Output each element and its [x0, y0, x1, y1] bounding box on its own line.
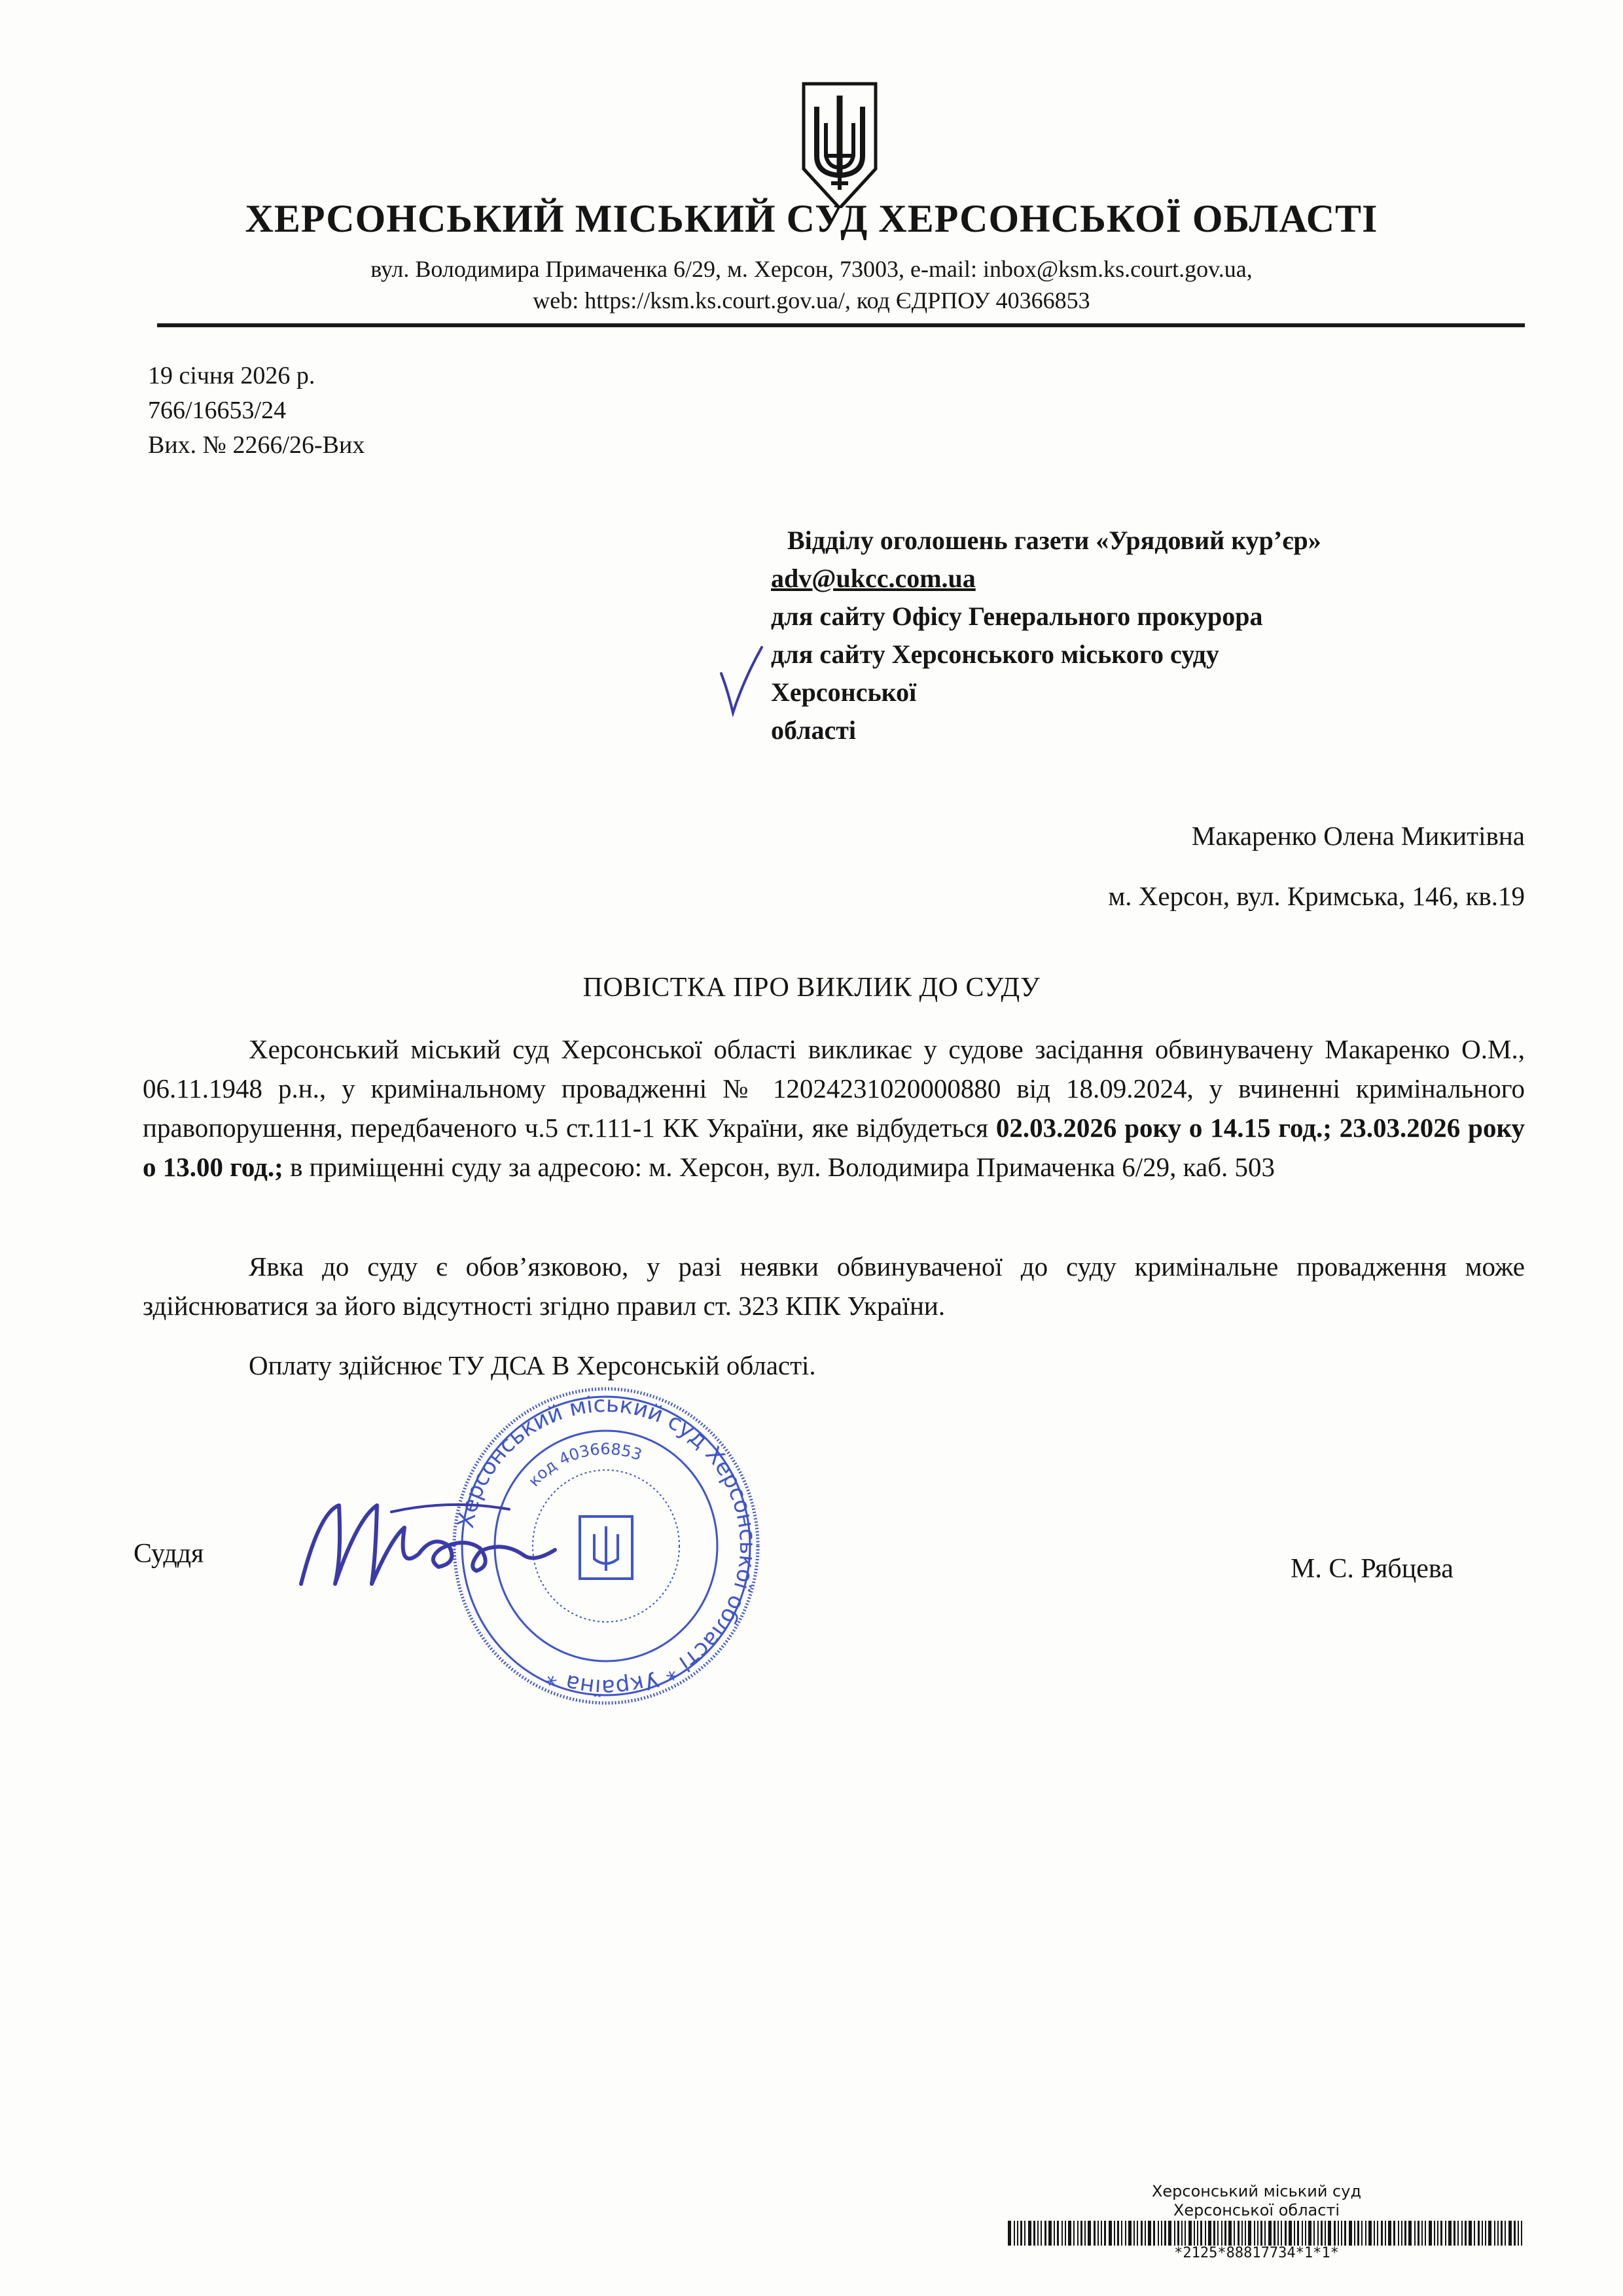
barcode-bar	[1168, 2221, 1171, 2246]
case-number: 766/16653/24	[148, 397, 287, 424]
barcode-bar	[1068, 2221, 1071, 2246]
barcode-bar	[1117, 2221, 1119, 2246]
barcode-bar	[1228, 2221, 1232, 2246]
barcode-bar	[1448, 2221, 1452, 2246]
header-divider	[157, 323, 1525, 327]
trident-emblem-icon	[797, 77, 882, 208]
barcode-bar	[1205, 2221, 1206, 2246]
barcode-bar	[1485, 2221, 1486, 2246]
barcode-bar	[1137, 2221, 1138, 2246]
barcode-bar	[1264, 2221, 1266, 2246]
barcode-bar	[1357, 2221, 1359, 2246]
barcode-bar	[1174, 2221, 1175, 2246]
barcode-bar	[1048, 2221, 1052, 2246]
barcode-bar	[1325, 2221, 1326, 2246]
barcode-bar	[1037, 2221, 1039, 2246]
barcode-bar	[1197, 2221, 1198, 2246]
barcode-bar	[1281, 2221, 1282, 2246]
barcode-bar	[1181, 2221, 1183, 2246]
barcode-bar	[1421, 2221, 1423, 2246]
barcode-bar	[1313, 2221, 1315, 2246]
barcode-bar	[1338, 2221, 1339, 2246]
barcode-bar	[1054, 2221, 1055, 2246]
barcode-bar	[1344, 2221, 1346, 2246]
barcode-bar	[1418, 2221, 1419, 2246]
barcode-bar	[1425, 2221, 1426, 2246]
barcode-bar	[1268, 2221, 1272, 2246]
barcode-bar	[1161, 2221, 1162, 2246]
document-date: 19 січня 2026 р.	[148, 362, 315, 389]
barcode-bar	[1133, 2221, 1135, 2246]
addressee-name: Макаренко Олена Микитівна	[1191, 821, 1525, 851]
document-title: ПОВІСТКА ПРО ВИКЛИК ДО СУДУ	[582, 973, 1041, 1003]
barcode-bar	[1033, 2221, 1035, 2246]
addressee-address: м. Херсон, вул. Кримська, 146, кв.19	[1108, 881, 1525, 911]
stamp-outer-text: Херсонський міський суд Херсонської області * Україна *	[452, 1391, 761, 1701]
barcode-bar	[1361, 2221, 1363, 2246]
barcode-bar	[1414, 2221, 1416, 2246]
barcode-bar	[1328, 2221, 1331, 2246]
barcode-bar	[1041, 2221, 1042, 2246]
court-address-line1: вул. Володимира Примаченка 6/29, м. Херсон, 73003, e-mail: inbox@ksm.ks.court.gov.ua,	[370, 256, 1253, 282]
barcode-bar	[1440, 2221, 1442, 2246]
barcode-bar	[1097, 2221, 1099, 2246]
barcode-bar	[1114, 2221, 1115, 2246]
barcode-bar	[1385, 2221, 1386, 2246]
barcode-bar	[1260, 2221, 1262, 2246]
footer-court-name: Херсонський міський суд	[1151, 2182, 1362, 2200]
barcode-bar	[1429, 2221, 1432, 2246]
handwritten-check-icon	[719, 645, 764, 717]
barcode-bar	[1245, 2221, 1246, 2246]
barcode-bar	[1457, 2221, 1459, 2246]
barcode-bar	[1294, 2221, 1295, 2246]
barcode-bar	[1094, 2221, 1096, 2246]
recipient-line3: для сайту Офісу Генерального прокурора	[771, 601, 1263, 631]
barcode-bar	[1028, 2221, 1031, 2246]
barcode-bar	[1141, 2221, 1143, 2246]
barcode-bar	[1488, 2221, 1491, 2246]
barcode-bar	[1200, 2221, 1202, 2246]
barcode-bar	[1061, 2221, 1063, 2246]
barcode-bar	[1104, 2221, 1106, 2246]
barcode-bar	[1080, 2221, 1082, 2246]
stamp-code: код 40366853	[524, 1439, 645, 1490]
barcode-bar	[1401, 2221, 1402, 2246]
barcode-bar	[1521, 2221, 1522, 2246]
barcode-bar	[1020, 2221, 1022, 2246]
barcode-bar	[1465, 2221, 1467, 2246]
barcode-bar	[1238, 2221, 1240, 2246]
recipient-line6: області	[771, 715, 856, 745]
barcode-bar	[1177, 2221, 1179, 2246]
barcode-bar	[1158, 2221, 1159, 2246]
barcode-bar	[1398, 2221, 1399, 2246]
barcode-bar	[1497, 2221, 1499, 2246]
barcode-bar	[1065, 2221, 1066, 2246]
barcode-bar	[1393, 2221, 1395, 2246]
barcode-bar	[1388, 2221, 1391, 2246]
barcode-bar	[1241, 2221, 1243, 2246]
barcode-bar	[1461, 2221, 1463, 2246]
judge-name: М. С. Рябцева	[1291, 1554, 1454, 1584]
barcode-bar	[1404, 2221, 1406, 2246]
barcode-bar	[1317, 2221, 1319, 2246]
barcode-bar	[1254, 2221, 1255, 2246]
barcode-bar	[1354, 2221, 1355, 2246]
barcode-bar	[1305, 2221, 1306, 2246]
barcode-bar	[1377, 2221, 1378, 2246]
judge-label: Суддя	[134, 1539, 204, 1569]
barcode-bar	[1505, 2221, 1506, 2246]
barcode-bar	[1017, 2221, 1018, 2246]
barcode-bar	[1073, 2221, 1075, 2246]
barcode-bar	[1044, 2221, 1046, 2246]
barcode-bar	[1334, 2221, 1336, 2246]
barcode-bar	[1321, 2221, 1323, 2246]
barcode-bar	[1148, 2221, 1151, 2246]
barcode-bar	[1221, 2221, 1222, 2246]
footer-region: Херсонської області	[1173, 2201, 1340, 2219]
barcode-bar	[1153, 2221, 1155, 2246]
barcode-bar	[1381, 2221, 1383, 2246]
outgoing-number: Вих. № 2266/26-Вих	[148, 431, 365, 459]
barcode-bar	[1289, 2221, 1292, 2246]
recipient-line4: для сайту Херсонського міського суду	[771, 639, 1219, 669]
barcode-bar	[1274, 2221, 1275, 2246]
barcode-bar	[1365, 2221, 1366, 2246]
barcode-bar	[1308, 2221, 1311, 2246]
barcode-bar	[1494, 2221, 1495, 2246]
barcode-bar	[1482, 2221, 1483, 2246]
barcode-bar	[1194, 2221, 1195, 2246]
barcode-bar	[1434, 2221, 1435, 2246]
barcode-bar	[1125, 2221, 1126, 2246]
barcode-bar	[1109, 2221, 1112, 2246]
barcode-bar	[1285, 2221, 1287, 2246]
barcode-bar	[1077, 2221, 1079, 2246]
barcode-bar	[1208, 2221, 1211, 2246]
barcode-bar	[1257, 2221, 1258, 2246]
barcode-bar	[1341, 2221, 1342, 2246]
document-barcode	[1008, 2221, 1525, 2246]
barcode-bar	[1302, 2221, 1303, 2246]
barcode-bar	[1024, 2221, 1026, 2246]
barcode-bar	[1518, 2221, 1519, 2246]
barcode-bar	[1501, 2221, 1503, 2246]
summons-paragraph	[143, 1030, 1525, 1187]
attendance-paragraph	[143, 1247, 1525, 1325]
barcode-bar	[1234, 2221, 1235, 2246]
court-name: ХЕРСОНСЬКИЙ МІСЬКИЙ СУД ХЕРСОНСЬКОЇ ОБЛАСТІ	[245, 197, 1378, 240]
barcode-bar	[1445, 2221, 1446, 2246]
barcode-bar	[1224, 2221, 1226, 2246]
barcode-bar	[1248, 2221, 1251, 2246]
recipient-email[interactable]: adv@ukcc.com.ua	[771, 564, 976, 593]
barcode-bar	[1508, 2221, 1512, 2246]
barcode-bar	[1188, 2221, 1192, 2246]
barcode-bar	[1164, 2221, 1166, 2246]
hearing-dates: 02.03.2026 року о 14.15 год.; 23.03.2026 року о 13.00 год.;	[143, 1113, 1525, 1182]
recipient-line1: Відділу оголошень газети «Урядовий кур’єр»	[787, 526, 1321, 555]
payment-text: Оплату здійснює ТУ ДСА В Херсонській області.	[249, 1350, 816, 1380]
barcode-bar	[1084, 2221, 1086, 2246]
barcode-bar	[1349, 2221, 1352, 2246]
judge-signature	[293, 1486, 575, 1604]
barcode-bar	[1128, 2221, 1132, 2246]
barcode-bar	[1469, 2221, 1472, 2246]
barcode-bar	[1437, 2221, 1438, 2246]
payment-paragraph	[143, 1346, 1525, 1385]
barcode-bar	[1514, 2221, 1516, 2246]
barcode-bar	[1014, 2221, 1015, 2246]
barcode-bar	[1185, 2221, 1186, 2246]
summons-text-end: в приміщенні суду за адресою: м. Херсон, вул. Володимира Примаченка 6/29, каб. 503	[283, 1152, 1275, 1182]
summons-text-start: Херсонський міський суд Херсонської області викликає у судове засідання обвинувачену Макаренко О.М., 06.11.1948 р.н., у кримінальному провадженні № 12024231020000880 від 18.09.2024, у вчиненні кримінального правопорушення, передбаченого ч.5 ст.111-1 КК України, яке відбудеться	[143, 1034, 1525, 1143]
recipient-line5: Херсонської	[771, 677, 917, 707]
court-address-line2: web: https://ksm.ks.court.gov.ua/, код ЄДРПОУ 40366853	[533, 287, 1090, 314]
barcode-text: *2125*88817734*1*1*	[1174, 2245, 1339, 2261]
barcode-bar	[1454, 2221, 1455, 2246]
barcode-bar	[1145, 2221, 1146, 2246]
barcode-bar	[1474, 2221, 1475, 2246]
barcode-bar	[1121, 2221, 1122, 2246]
barcode-bar	[1008, 2221, 1011, 2246]
barcode-bar	[1277, 2221, 1279, 2246]
attendance-text: Явка до суду є обов’язковою, у разі неявки обвинуваченої до суду кримінальне провадження може здійснюватися за його відсутності згідно правил ст. 323 КПК України.	[143, 1251, 1525, 1321]
barcode-bar	[1101, 2221, 1102, 2246]
barcode-bar	[1213, 2221, 1215, 2246]
barcode-bar	[1374, 2221, 1375, 2246]
barcode-bar	[1088, 2221, 1091, 2246]
barcode-bar	[1478, 2221, 1480, 2246]
barcode-bar	[1408, 2221, 1412, 2246]
barcode-bar	[1217, 2221, 1219, 2246]
barcode-bar	[1297, 2221, 1299, 2246]
barcode-bar	[1057, 2221, 1059, 2246]
barcode-bar	[1368, 2221, 1372, 2246]
